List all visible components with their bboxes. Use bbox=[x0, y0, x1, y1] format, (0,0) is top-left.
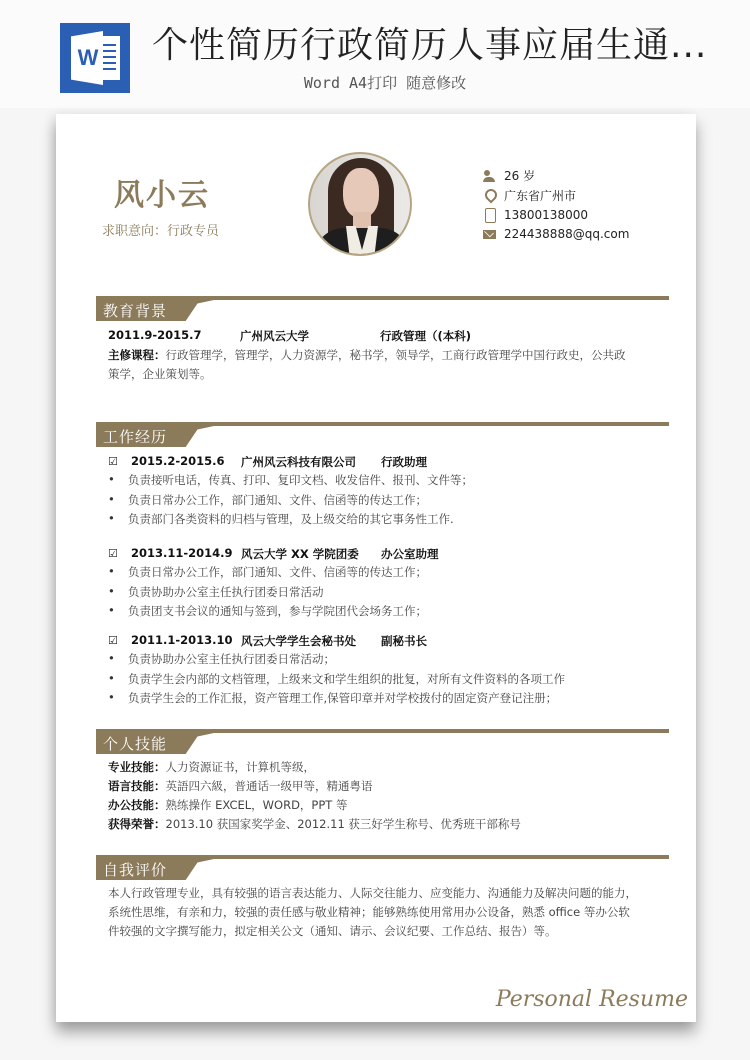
education-school: 广州风云大学 bbox=[240, 329, 309, 343]
list-item: • 负责学生会的工作汇报，资产管理工作,保管印章并对学校拨付的固定资产登记注册； bbox=[106, 690, 565, 710]
section-header-education bbox=[96, 296, 669, 321]
checkbox-icon: ☑ bbox=[108, 634, 118, 647]
section-header-work bbox=[96, 422, 669, 447]
skill-row: 专业技能：人力资源证书，计算机等级， bbox=[108, 760, 315, 774]
document-subtitle: Word A4打印 随意修改 bbox=[303, 74, 467, 92]
candidate-name: 风小云 bbox=[114, 178, 210, 213]
section-title: 个人技能 bbox=[103, 735, 168, 753]
skill-row: 语言技能：英語四六級，普通话一级甲等，精通粤语 bbox=[108, 779, 373, 793]
age-value: 26 岁 bbox=[504, 169, 536, 184]
resume-page: 风小云 求职意向：行政专员 26 岁 广东省广州市 13800138000 224438888@qq.com 教育背景 2011.9-2015.7 广州风云大学 行政管理（(本科) 主修课程：行政管理学，管理学，人力资源学，秘书学，领导学，工商行政管理学中国行政史，公共政策学，企业策划等。 工作经历 ☑ 2015.2-2015.6 广州风云科技有限公司 行政助理 • 负责接听电话，传真、打印、复印文档、收发信件、报刊、文件等； • 负责日常办公工作，部门通知、文件、信函等的传达工作； • 负责部门各类资料的归档与管理，及上级交给的其它事务性工作. ☑ 2013.11-2014.9 风云大学 XX 学院团委 办公室助理 • 负责日常办公工作，部门通知、文件、信函等的传达工作； • 负责协助办公室主任执行团委日常活动 • 负责团支书会议的通知与签到，参与学院团代会场务工作； ☑ 2011.1-2013.10 风云大学学生会秘书处 副秘书长 • 负责协助办公室主任执行团委日常活动； • 负责学生会内部的文档管理，上级来文和学生组织的批复，对所有文件资料的各项工作 • 负责学生会的工作汇报，资产管理工作,保管印章并对学校拨付的固定资产登记注册； 个人技能 专业技能：人力资源证书，计算机等级， 语言技能：英語四六級，普通话一级甲等，精通粤语 办公技能：熟练操作 EXCEL，WORD，PPT 等 获得荣誉：2013.10 获国家奖学金、2012.11 获三好学生称号、优秀班干部称号 自我评价 本人行政管理专业，具有较强的语言表达能力、人际交往能力、应变能力、沟通能力及解决问题的能力， 系统性思维，有亲和力，较强的责任感与敬业精神；能够熟练使用常用办公设备，熟悉 office 等办公软 件较强的文字撰写能力，拟定相关公文（通知、请示、会议纪要、工作总结、报告）等。 Personal Resume bbox=[56, 114, 696, 1022]
job-duties bbox=[106, 564, 427, 623]
checkbox-icon: ☑ bbox=[108, 455, 118, 468]
phone-value: 13800138000 bbox=[504, 207, 588, 222]
personal-resume-signature: Personal Resume bbox=[495, 987, 688, 1012]
checkbox-icon: ☑ bbox=[108, 547, 118, 560]
contact-phone bbox=[483, 205, 629, 225]
skill-row: 获得荣誉：2013.10 获国家奖学金、2012.11 获三好学生称号、优秀班干部称号 bbox=[108, 817, 521, 831]
email-value: 224438888@qq.com bbox=[504, 227, 630, 242]
education-courses: 主修课程：行政管理学，管理学，人力资源学，秘书学，领导学，工商行政管理学中国行政史，公共政策学，企业策划等。 bbox=[108, 348, 626, 381]
list-item: • 负责日常办公工作，部门通知、文件、信函等的传达工作； bbox=[106, 564, 427, 584]
profile-photo bbox=[308, 152, 412, 256]
section-header-self-eval bbox=[96, 855, 669, 880]
word-icon-letter: W bbox=[77, 45, 99, 70]
contact-email bbox=[483, 225, 629, 245]
list-item: • 负责学生会内部的文档管理，上级来文和学生组织的批复，对所有文件资料的各项工作 bbox=[106, 671, 565, 691]
list-item: • 负责部门各类资料的归档与管理，及上级交给的其它事务性工作. bbox=[106, 511, 473, 531]
job-intent: 求职意向：行政专员 bbox=[102, 224, 220, 239]
list-item: • 负责团支书会议的通知与签到，参与学院团代会场务工作； bbox=[106, 603, 427, 623]
job-duties bbox=[106, 472, 473, 531]
list-item: • 负责接听电话，传真、打印、复印文档、收发信件、报刊、文件等； bbox=[106, 472, 473, 492]
location-pin-icon bbox=[483, 188, 497, 202]
section-header-skills bbox=[96, 729, 669, 754]
education-period: 2011.9-2015.7 bbox=[108, 328, 202, 342]
mail-icon bbox=[483, 227, 497, 241]
contact-location bbox=[483, 186, 629, 206]
preview-banner bbox=[0, 0, 750, 108]
user-icon bbox=[483, 169, 497, 183]
contact-info bbox=[483, 166, 629, 244]
list-item: • 负责协助办公室主任执行团委日常活动； bbox=[106, 651, 565, 671]
education-major: 行政管理（(本科) bbox=[380, 329, 472, 343]
self-eval-text: 本人行政管理专业，具有较强的语言表达能力、人际交往能力、应变能力、沟通能力及解决问题的能力， 系统性思维，有亲和力，较强的责任感与敬业精神；能够熟练使用常用办公设备，熟悉 office 等办公软 件较强的文字撰写能力，拟定相关公文（通知、请示、会议纪要、工作总结、报告）等。 bbox=[108, 886, 637, 938]
section-title: 教育背景 bbox=[103, 302, 168, 320]
list-item: • 负责协助办公室主任执行团委日常活动 bbox=[106, 584, 427, 604]
phone-icon bbox=[483, 208, 497, 222]
location-value: 广东省广州市 bbox=[504, 188, 577, 203]
document-title: 个性简历行政简历人事应届生通... bbox=[152, 25, 708, 66]
skills-list bbox=[108, 758, 648, 834]
list-item: • 负责日常办公工作，部门通知、文件、信函等的传达工作； bbox=[106, 492, 473, 512]
contact-age bbox=[483, 166, 629, 186]
job-duties bbox=[106, 651, 565, 710]
skill-row: 办公技能：熟练操作 EXCEL，WORD，PPT 等 bbox=[108, 798, 348, 812]
section-title: 自我评价 bbox=[103, 861, 168, 879]
section-title: 工作经历 bbox=[103, 428, 168, 446]
